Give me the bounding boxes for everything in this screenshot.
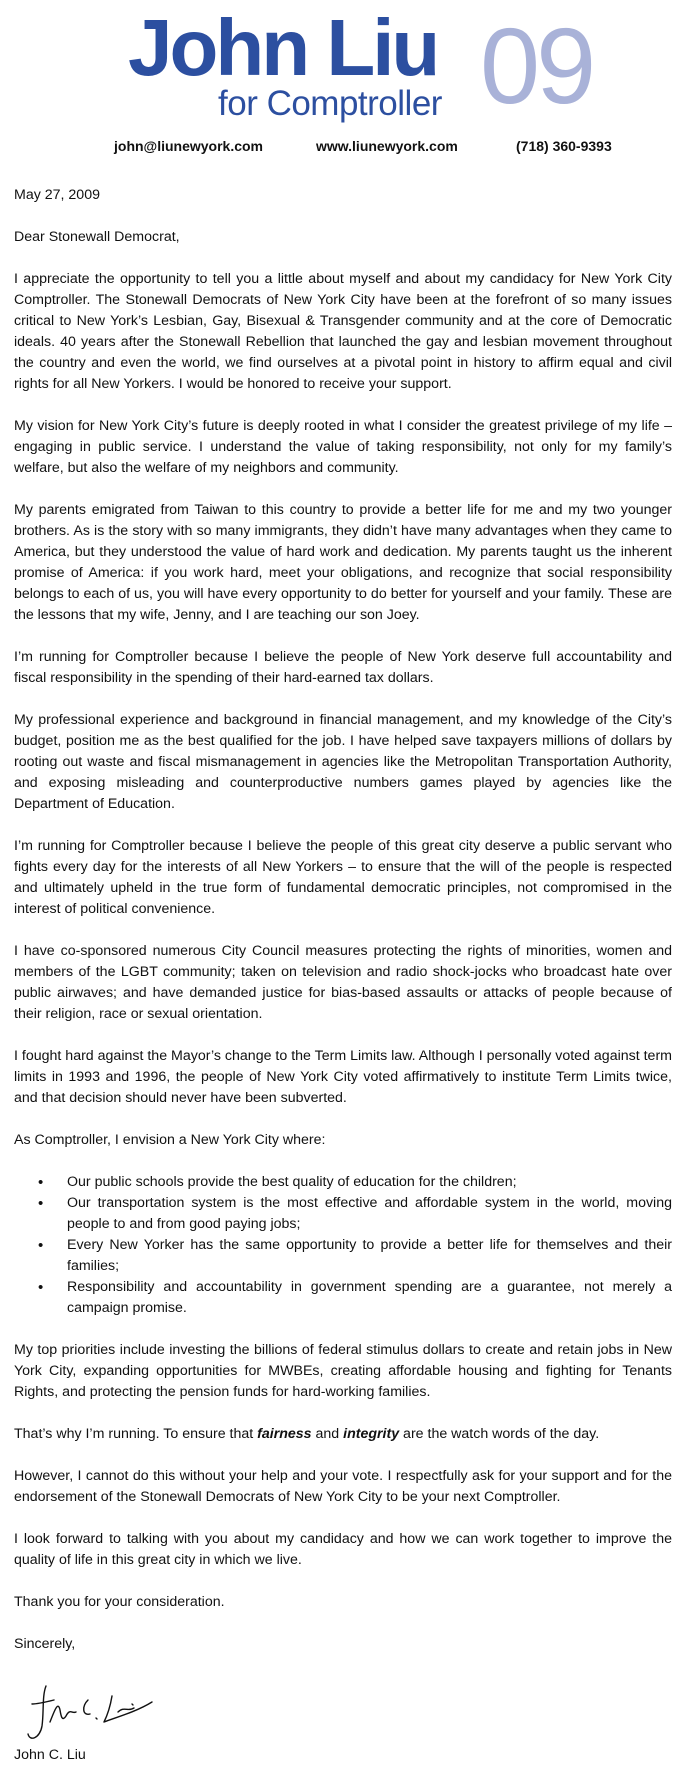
- paragraph-family: My parents emigrated from Taiwan to this country to provide a better life for me and my two younger brothers. As is the story with so many immigrants, they didn’t have many advantages when they came to America, but they understood the value of hard work and dedication. My parents taught us the inherent promise of America: if you work hard, meet your obligations, and recognize that social responsibility belongs to each of us, you will have every opportunity to do better for yourself and your family. These are the lessons that my wife, Jenny, and I are teaching our son Joey.: [14, 502, 672, 623]
- list-item-text: Every New Yorker has the same opportunity to provide a better life for themselves and their families;: [67, 1237, 672, 1274]
- paragraph-vision: My vision for New York City’s future is deeply rooted in what I consider the greatest privilege of my life – engaging in public service. I understand the value of taking responsibility, not only for my family’s welfare, but also the welfare of my neighbors and community.: [14, 418, 672, 476]
- list-item: [14, 1235, 672, 1277]
- list-item: [14, 1193, 672, 1235]
- why-running-text-2: and: [311, 1426, 344, 1442]
- contact-email[interactable]: john@liunewyork.com: [114, 138, 264, 154]
- emphasis-fairness: fairness: [257, 1426, 312, 1442]
- logo-subtitle: for Comptroller: [218, 84, 442, 123]
- bullet-icon: •: [38, 1279, 44, 1296]
- list-item: [14, 1277, 672, 1319]
- signature-scrawl: [24, 1682, 194, 1746]
- signature: [24, 1682, 194, 1746]
- vision-intro: As Comptroller, I envision a New York City where:: [14, 1132, 326, 1148]
- logo-year: 09: [480, 5, 593, 126]
- paragraph-look-forward: I look forward to talking with you about my candidacy and how we can work together to improve the quality of life in this great city in which we live.: [14, 1531, 672, 1568]
- contact-website[interactable]: www.liunewyork.com: [316, 138, 458, 154]
- signer-name: John C. Liu: [14, 1747, 86, 1763]
- paragraph-public-servant: I’m running for Comptroller because I believe the people of this great city deserve a public servant who fights every day for the interests of all New Yorkers – to ensure that the will of the people is respected and ultimately upheld in the true form of fundamental democratic principles, not compromised in the interest of political convenience.: [14, 838, 672, 917]
- paragraph-why-running: [14, 1424, 672, 1445]
- closing-thanks: Thank you for your consideration.: [14, 1594, 225, 1610]
- why-running-text-1: That’s why I’m running. To ensure that: [14, 1426, 258, 1442]
- bullet-icon: •: [38, 1174, 44, 1191]
- why-running-text-3: are the watch words of the day.: [399, 1426, 600, 1442]
- list-item-text: Responsibility and accountability in government spending are a guarantee, not merely a campaign promise.: [67, 1279, 672, 1316]
- letter-date: May 27, 2009: [14, 187, 100, 203]
- signoff: Sincerely,: [14, 1636, 76, 1652]
- bullet-icon: •: [38, 1195, 44, 1212]
- paragraph-experience: My professional experience and background in financial management, and my knowledge of the City’s budget, position me as the best qualified for the job. I have helped save taxpayers millions of dollars by rooting out waste and fiscal mismanagement in agencies like the Metropolitan Transportation Authority, and exposing misleading and counterproductive numbers games played by agencies like the Department of Education.: [14, 712, 672, 812]
- paragraph-introduction: I appreciate the opportunity to tell you a little about myself and about my candidacy for New York City Comptroller. The Stonewall Democrats of New York City have been at the forefront of so many issues critical to New York’s Lesbian, Gay, Bisexual & Transgender community and at the core of Democratic ideals. 40 years after the Stonewall Rebellion that launched the gay and lesbian movement throughout the country and even the world, we find ourselves at a pivotal point in history to affirm equal and civil rights for all New Yorkers. I would be honored to receive your support.: [14, 271, 672, 392]
- logo-name: John Liu: [128, 3, 438, 92]
- paragraph-priorities: My top priorities include investing the billions of federal stimulus dollars to create and retain jobs in New York City, expanding opportunities for MWBEs, creating affordable housing and fighting for Tenants Rights, and protecting the pension funds for hard-working families.: [14, 1342, 672, 1400]
- paragraph-support-request: However, I cannot do this without your help and your vote. I respectfully ask for your support and for the endorsement of the Stonewall Democrats of New York City to be your next Comptroller.: [14, 1468, 672, 1505]
- vision-list: [14, 1172, 672, 1319]
- paragraph-council-record: I have co-sponsored numerous City Council measures protecting the rights of minorities, women and members of the LGBT community; taken on television and radio shock-jocks who broadcast hate over public airwaves; and have demanded justice for bias-based assaults or attacks of people because of their religion, race or sexual orientation.: [14, 943, 672, 1022]
- list-item: [14, 1172, 672, 1193]
- list-item-text: Our transportation system is the most effective and affordable system in the world, moving people to and from good paying jobs;: [67, 1195, 672, 1232]
- salutation: Dear Stonewall Democrat,: [14, 229, 180, 245]
- emphasis-integrity: integrity: [343, 1426, 400, 1442]
- paragraph-term-limits: I fought hard against the Mayor’s change to the Term Limits law. Although I personally voted against term limits in 1993 and 1996, the people of New York City voted affirmatively to institute Term Limits twice, and that decision should never have been subverted.: [14, 1048, 672, 1106]
- bullet-icon: •: [38, 1237, 44, 1254]
- letterhead: [0, 0, 687, 160]
- list-item-text: Our public schools provide the best quality of education for the children;: [67, 1174, 517, 1190]
- letter-body: [14, 185, 672, 1655]
- paragraph-accountability: I’m running for Comptroller because I believe the people of New York deserve full accountability and fiscal responsibility in the spending of their hard-earned tax dollars.: [14, 649, 672, 686]
- contact-phone: (718) 360-9393: [516, 138, 612, 154]
